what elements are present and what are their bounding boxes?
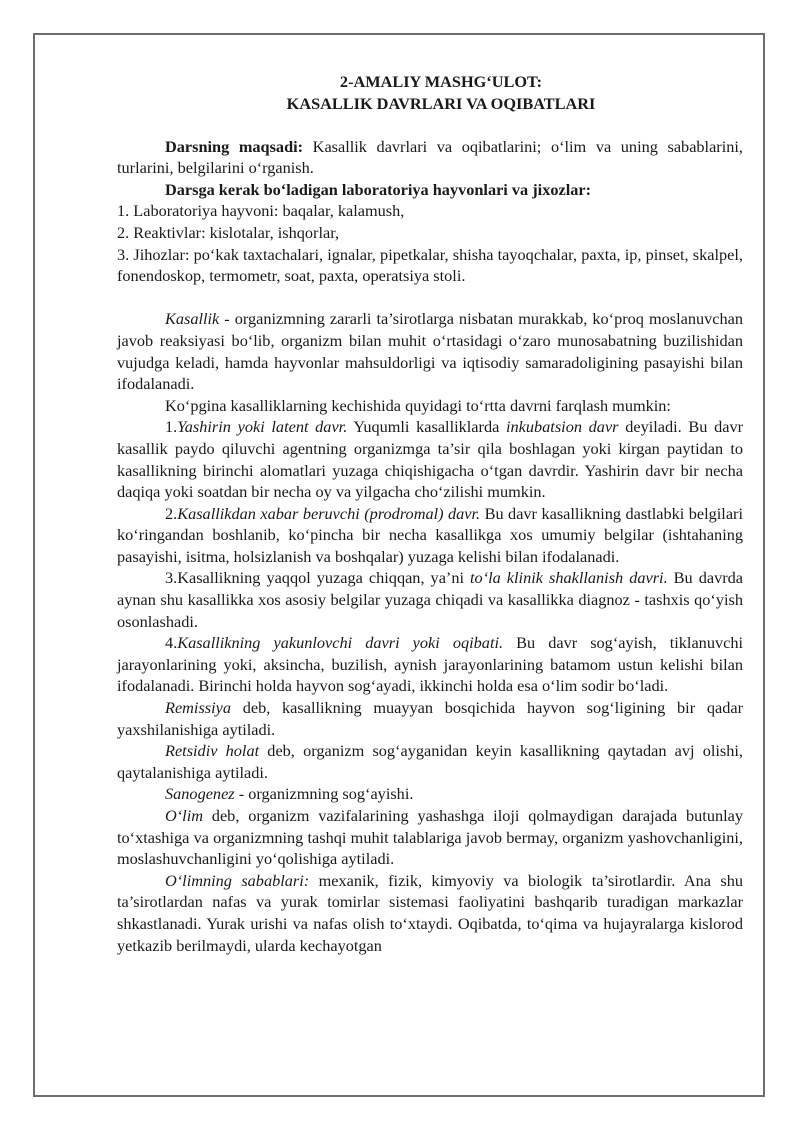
- period-1-text-b: deyiladi. Bu davr kasallik paydo qiluvchi agentning organizmga ta’sir qila boshlagan yoki kirgan paytidan to kasallikning birinchi alomatlari yuzaga chiqishigacha o‘tgan davrdir. Yashirin davr bir necha daqiqa yoki soatdan bir necha oy va yilgacha cho‘zilishi mumkin.: [117, 417, 744, 502]
- page-frame: [33, 33, 765, 1097]
- period-4-num: 4.: [165, 633, 178, 653]
- document-body: [117, 71, 743, 956]
- requirement-item-1: 1. Laboratoriya hayvoni: baqalar, kalamush,: [117, 201, 405, 221]
- goal-text: Kasallik davrlari va oqibatlarini; o‘lim va uning sabablarini, turlarini, belgilarini o‘rganish.: [117, 136, 743, 178]
- remissiya-text: deb, kasallikning muayyan bosqichida hayvon sog‘ligining bir qadar yaxshilanishiga aytiladi.: [117, 698, 743, 739]
- kasallik-text: - organizmning zararli ta’sirotlarga nisbatan murakkab, ko‘proq moslanuvchan javob reaksiyasi bo‘lib, organizm bilan muhit o‘rtasidagi o‘zaro munosabatning buzilishidan vujudga keladi, hamda hayvonlar mahsuldorligi va iqtisodiy samaradoligining pasayishi bilan ifodalanadi.: [117, 309, 743, 394]
- olim-sabablari-term: O‘limning sabablari:: [165, 870, 310, 890]
- olim-term: O‘lim: [165, 806, 203, 825]
- period-1-text-a: Yuqumli kasalliklarda: [347, 417, 506, 437]
- remissiya-paragraph: [117, 697, 743, 740]
- period-1-term: Yashirin yoki latent davr.: [177, 417, 348, 437]
- period-4-term: Kasallikning yakunlovchi davri yoki oqibati.: [177, 633, 504, 653]
- title-gap: [117, 115, 743, 136]
- sanogenez-term: Sanogenez: [165, 784, 235, 804]
- period-4-text: Bu davr sog‘ayish, tiklanuvchi jarayonlarining yoki, aksincha, buzilish, aynish jarayonlarining batamom ustun kelishi bilan ifodalanadi. Birinchi holda hayvon sog‘ayadi, ikkinchi holda esa o‘lim sodir bo‘ladi.: [117, 633, 743, 696]
- period-3-text-a: 3.Kasallikning yaqqol yuzaga chiqqan, ya’ni: [165, 568, 471, 588]
- section-gap: [117, 287, 743, 309]
- period-2-term: Kasallikdan xabar beruvchi (prodromal) davr.: [177, 503, 481, 523]
- period-3-text-b: Bu davrda aynan shu kasallikka xos asosiy belgilar yuzaga chiqadi va kasallikka diagnoz - tashxis qo‘yish osonlashadi.: [117, 568, 743, 631]
- period-1-num: 1.: [165, 417, 178, 437]
- goal-paragraph: [117, 136, 743, 179]
- requirements-heading-text: Darsga kerak bo‘ladigan laboratoriya hayvonlari va jixozlar:: [165, 179, 592, 199]
- olim-sabablari-text: mexanik, fizik, kimyoviy va biologik ta’sirotlardir. Ana shu ta’sirotlardan nafas va yurak tomirlar sistemasi faoliyatini bashqarib turadigan markazlar shkastlanadi. Yurak urishi va nafas olish to‘xtaydi. Oqibatda, to‘qima va hujayralarga kislorod yetkazib berilmaydi, ularda kechayotgan: [117, 870, 743, 955]
- period-4-paragraph: [117, 632, 743, 697]
- period-1-paragraph: [117, 416, 743, 502]
- retsidiv-paragraph: [117, 740, 743, 783]
- title-line-1: 2-AMALIY MASHG‘ULOT:: [339, 72, 543, 91]
- period-2-num: 2.: [165, 503, 178, 523]
- period-2-paragraph: [117, 503, 743, 568]
- periods-intro: Ko‘pgina kasalliklarning kechishida quyidagi to‘rtta davrni farqlash mumkin:: [165, 395, 671, 415]
- kasallik-paragraph: [117, 308, 743, 394]
- retsidiv-term: Retsidiv holat: [165, 741, 260, 761]
- sanogenez-paragraph: [117, 783, 743, 805]
- requirements-heading: [117, 179, 743, 201]
- title-line-2: KASALLIK DAVRLARI VA OQIBATLARI: [286, 93, 596, 113]
- goal-label: Darsning maqsadi:: [165, 136, 304, 156]
- period-3-paragraph: [117, 567, 743, 632]
- period-3-term: to‘la klinik shakllanish davri.: [470, 568, 668, 588]
- remissiya-term: Remissiya: [165, 698, 232, 718]
- retsidiv-text: deb, organizm sog‘ayganidan keyin kasallikning qaytadan avj olishi, qaytalanishiga aytiladi.: [117, 741, 743, 782]
- olim-paragraph: [117, 805, 743, 870]
- sanogenez-text: - organizmning sog‘ayishi.: [234, 784, 414, 804]
- olim-text: deb, organizm vazifalarining yashashga iloji qolmaydigan darajada butunlay to‘xtashiga va organizmning tashqi muhit talablariga javob bermay, organizm yashovchanligini, moslashuvchanligini yo‘qolishiga aytiladi.: [117, 806, 743, 869]
- period-2-text: Bu davr kasallikning dastlabki belgilari ko‘ringandan boshlanib, ko‘pincha bir necha kasallikga xos umumiy belgilar (ishtahaning pasayishi, isitma, holsizlanish va boshqalar) yuzaga kelishi bilan ifodalanadi.: [117, 503, 743, 566]
- kasallik-term: Kasallik: [165, 309, 220, 329]
- requirement-item-3: 3. Jihozlar: po‘kak taxtachalari, ignalar, pipetkalar, shisha tayoqchalar, paxta, ip, pinset, skalpel, fonendoskop, termometr, soat, paxta, operatsiya stoli.: [117, 244, 743, 286]
- requirement-item-2: 2. Reaktivlar: kislotalar, ishqorlar,: [117, 222, 340, 242]
- period-1-term2: inkubatsion davr: [506, 417, 619, 437]
- olim-sabablari-paragraph: [117, 870, 743, 956]
